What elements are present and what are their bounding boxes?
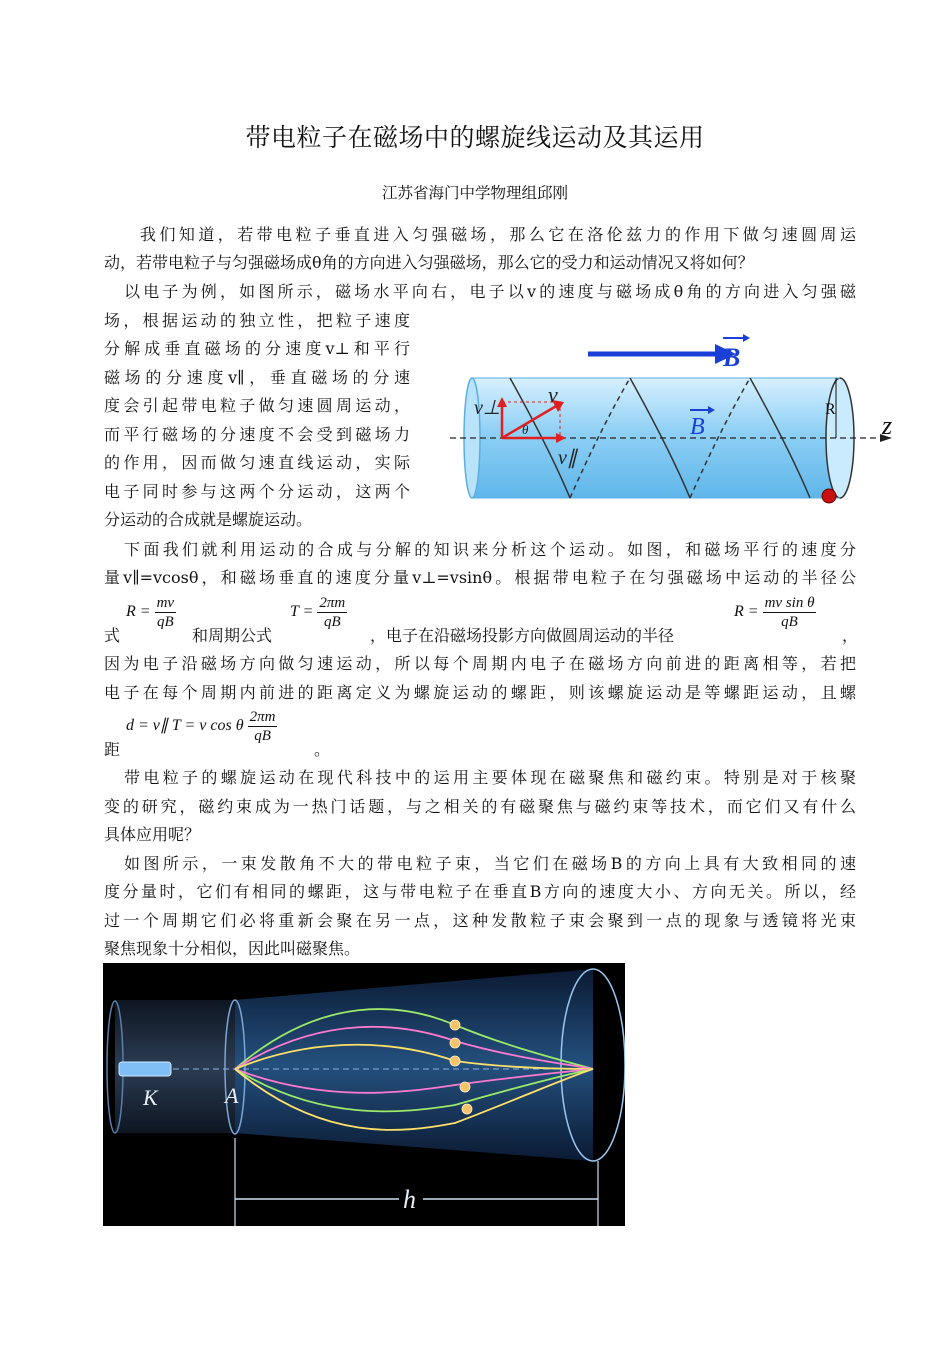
paragraph-3-line-2: 量v∥=vcosθ，和磁场垂直的速度分量v⊥=vsinθ。根据带电粒子在匀强磁场中运动的半径公 (104, 568, 856, 587)
paragraph-3-line-4: 因为电子沿磁场方向做匀速运动，所以每个周期内电子在磁场方向前进的距离相等，若把 (104, 654, 856, 673)
paragraph-2-line-3: 分解成垂直磁场的分速度v⊥和平行 (104, 339, 410, 358)
paragraph-1-line-1: 我们知道，若带电粒子垂直进入匀强磁场，那么它在洛伦兹力的作用下做匀速圆周运 (140, 225, 856, 244)
paragraph-3-line-3a: 式 (104, 626, 121, 645)
formula-radius: R = $\frac{mv}{qB}$ (126, 595, 175, 630)
formula-period: T = $\frac{2\pi m}{qB}$ (290, 595, 346, 630)
charged-particle (822, 489, 836, 503)
paragraph-1-line-2: 动，若带电粒子与匀强磁场成θ角的方向进入匀强磁场，那么它的受力和运动情况又将如何？ (104, 253, 754, 272)
formula-radius-projection: R = $\frac{\text{mv sin θ}}{qB}$ (734, 595, 815, 630)
label-v: v (548, 382, 558, 407)
page-title: 带电粒子在磁场中的螺旋线运动及其运用 (245, 123, 705, 152)
label-B-top: B (723, 343, 741, 372)
paragraph-2-line-5: 度会引起带电粒子做匀速圆周运动， (104, 396, 410, 415)
paragraph-2-line-7: 的作用，因而做匀速直线运动，实际 (104, 453, 410, 472)
magnetic-focusing-figure (103, 963, 625, 1226)
paragraph-2-line-6: 而平行磁场的分速度不会受到磁场力 (104, 425, 410, 444)
paragraph-3-line-1: 下面我们就利用运动的合成与分解的知识来分析这个运动。如图，和磁场平行的速度分 (124, 540, 856, 559)
paragraph-2-line-1: 以电子为例，如图所示，磁场水平向右，电子以v的速度与磁场成θ角的方向进入匀强磁 (124, 282, 856, 301)
paragraph-3-line-6b: 。 (314, 740, 331, 759)
label-B-mid: B (690, 414, 705, 440)
formula-pitch: d = v∥ T = v cos θ $\frac{2\pi m}{qB}$ (126, 709, 276, 744)
paragraph-2-line-9: 分运动的合成就是螺旋运动。 (104, 510, 313, 529)
paragraph-3-line-3c: ，电子在沿磁场投影方向做圆周运动的半径 (370, 626, 675, 645)
label-K: K (143, 1085, 158, 1110)
paragraph-5-line-2: 度分量时，它们有相同的螺距，这与带电粒子在垂直B方向的速度大小、方向无关。所以，经 (104, 882, 856, 901)
cathode-K (119, 1062, 171, 1076)
label-v-perp: v⊥ (474, 397, 501, 419)
paragraph-4-line-2: 变的研究，磁约束成为一热门话题，与之相关的有磁聚焦与磁约束等技术，而它们又有什么 (104, 797, 856, 816)
paragraph-5-line-1: 如图所示，一束发散角不大的带电粒子束，当它们在磁场B的方向上具有大致相同的速 (124, 854, 856, 873)
paragraph-3-line-3b: 和周期公式 (192, 626, 273, 645)
paragraph-4-line-3: 具体应用呢？ (104, 825, 201, 844)
helix-figure (440, 330, 910, 510)
label-h: h (403, 1185, 416, 1214)
paragraph-3-line-5: 电子在每个周期内前进的距离定义为螺旋运动的螺距，则该螺旋运动是等螺距运动，且螺 (104, 683, 856, 702)
paragraph-3-line-3d: ， (842, 626, 859, 645)
paragraph-4-line-1: 带电粒子的螺旋运动在现代科技中的运用主要体现在磁聚焦和磁约束。特别是对于核聚 (124, 768, 856, 787)
label-R: R (825, 401, 836, 418)
label-v-par: v∥ (558, 447, 577, 469)
paragraph-5-line-4: 聚焦现象十分相似，因此叫磁聚焦。 (104, 939, 361, 958)
paragraph-2-line-4: 磁场的分速度v∥，垂直磁场的分速 (104, 368, 410, 387)
paragraph-3-line-6a: 距 (104, 740, 121, 759)
label-theta: θ (522, 422, 529, 437)
paragraph-2-line-8: 电子同时参与这两个分运动，这两个 (104, 482, 410, 501)
cone-body (235, 969, 593, 1161)
label-A: A (225, 1083, 239, 1108)
author-line: 江苏省海门中学物理组邱刚 (381, 184, 568, 202)
paragraph-2-line-2: 场，根据运动的独立性，把粒子速度 (104, 311, 410, 330)
label-z: z (882, 411, 893, 440)
paragraph-5-line-3: 过一个周期它们必将重新会聚在另一点，这种发散粒子束会聚到一点的现象与透镜将光束 (104, 911, 856, 930)
